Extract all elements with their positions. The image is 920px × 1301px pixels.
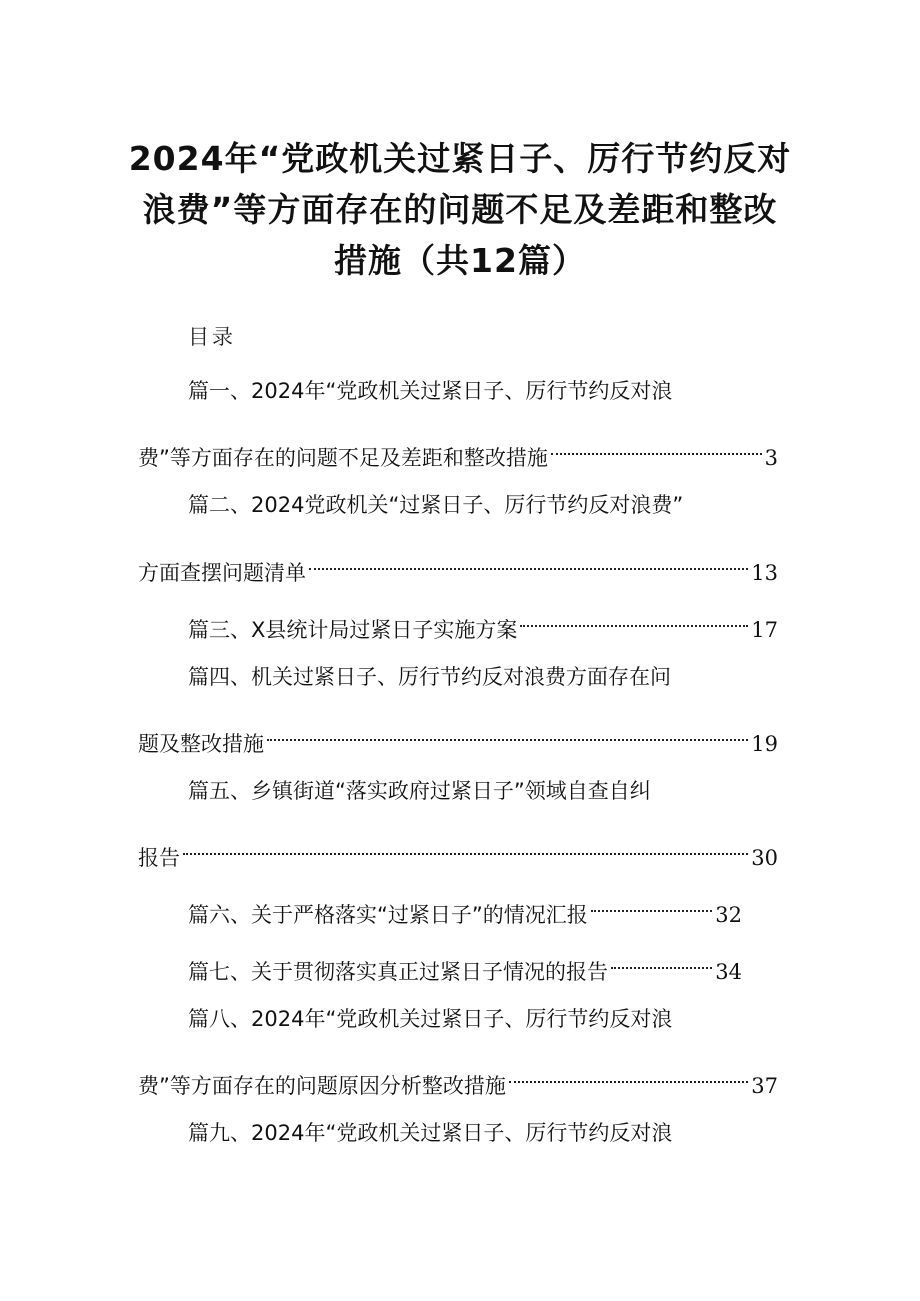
toc-entry-text: 篇五、乡镇街道“落实政府过紧日子”领域自查自纠 [188,779,651,803]
toc-entry-text: 题及整改措施 [138,732,264,756]
toc-entry-5-line-1[interactable] [188,774,748,808]
toc-page-number: 19 [751,732,778,756]
toc-entry-2-line-1[interactable] [188,488,748,522]
toc-entry-text: 篇二、2024党政机关“过紧日子、厉行节约反对浪费” [188,493,684,517]
dot-leader [611,945,712,979]
toc-page-number: 34 [715,960,742,984]
dot-leader [520,603,748,637]
toc-entry-5-line-2[interactable] [138,831,778,870]
dot-leader [309,546,748,580]
toc-entry-text: 篇七、关于贯彻落实真正过紧日子情况的报告 [188,960,608,984]
toc-page-number: 3 [764,446,778,470]
toc-entry-4-line-1[interactable] [188,660,748,694]
toc-entry-9-line-1[interactable] [188,1116,748,1150]
document-title-line-2: 浪费”等方面存在的问题不足及差距和整改 [142,190,778,229]
toc-entry-8-line-1[interactable] [188,1002,748,1036]
toc-entry-text: 篇三、X县统计局过紧日子实施方案 [188,618,518,642]
toc-entry-text: 篇一、2024年“党政机关过紧日子、厉行节约反对浪 [188,379,673,403]
dot-leader [551,431,762,465]
toc-heading: 目录 [188,325,236,349]
toc-entry-text: 篇六、关于严格落实“过紧日子”的情况汇报 [188,903,588,927]
document-title-line-3: 措施（共12篇） [334,241,586,280]
toc-page-number: 37 [751,1074,778,1098]
document-title-line-1: 2024年“党政机关过紧日子、厉行节约反对 [128,139,792,178]
toc-page-number: 13 [751,561,778,585]
toc-entry-8-line-2[interactable] [138,1059,778,1098]
dot-leader [267,717,748,751]
toc-entry-4-line-2[interactable] [138,717,778,756]
toc-entry-7[interactable] [188,945,742,984]
toc-page-number: 32 [715,903,742,927]
toc-entry-text: 费”等方面存在的问题原因分析整改措施 [138,1074,506,1098]
toc-entry-text: 方面查摆问题清单 [138,561,306,585]
dot-leader [591,888,713,922]
toc-entry-text: 篇九、2024年“党政机关过紧日子、厉行节约反对浪 [188,1121,673,1145]
toc-entry-3[interactable] [188,603,778,642]
toc-entry-1-line-1[interactable] [188,374,748,408]
toc-entry-text: 报告 [138,846,180,870]
toc-entry-text: 篇八、2024年“党政机关过紧日子、厉行节约反对浪 [188,1007,673,1031]
toc-entry-text: 费”等方面存在的问题不足及差距和整改措施 [138,446,548,470]
dot-leader [183,831,748,865]
toc-entry-2-line-2[interactable] [138,546,778,585]
toc-entry-6[interactable] [188,888,742,927]
toc-page-number: 17 [751,618,778,642]
dot-leader [509,1059,748,1093]
toc-entry-1-line-2[interactable] [138,431,778,470]
toc-page-number: 30 [751,846,778,870]
toc-entry-text: 篇四、机关过紧日子、厉行节约反对浪费方面存在问 [188,665,671,689]
